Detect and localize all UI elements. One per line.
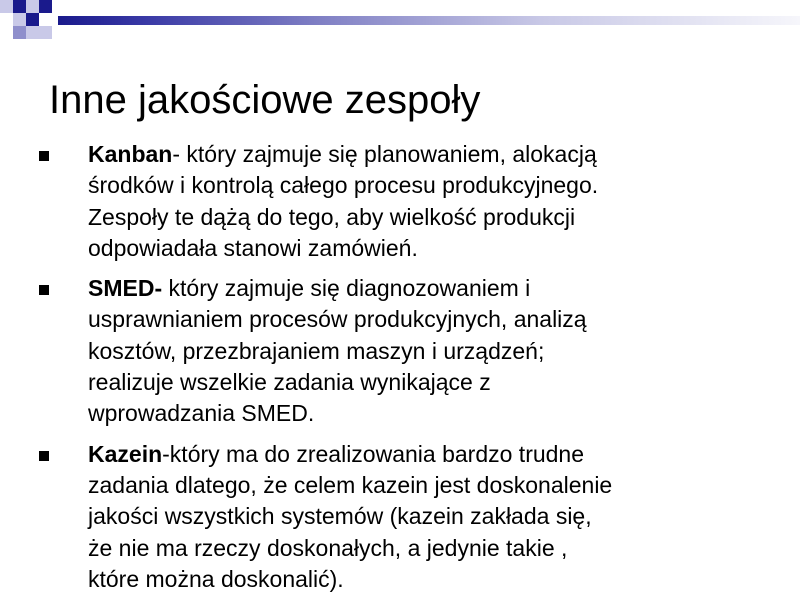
decorative-square bbox=[39, 26, 52, 39]
bullet-line: usprawnianiem procesów produkcyjnych, analizą bbox=[88, 306, 587, 333]
decorative-square bbox=[13, 13, 26, 26]
bullet-list bbox=[36, 139, 766, 600]
bullet-item-kanban bbox=[36, 139, 766, 264]
bullet-line: środków i kontrolą całego procesu produkcyjnego. bbox=[88, 172, 599, 199]
bullet-item-kazein bbox=[36, 439, 766, 595]
decorative-square bbox=[0, 0, 13, 13]
bullet-term: Kanban bbox=[88, 141, 173, 167]
bullet-line: wprowadzania SMED. bbox=[88, 400, 315, 427]
bullet-line: jakości wszystkich systemów (kazein zakłada się, bbox=[88, 503, 592, 530]
bullet-item-smed bbox=[36, 273, 766, 429]
slide-title: Inne jakościowe zespoły bbox=[49, 78, 481, 122]
bullet-text: -który ma do zrealizowania bardzo trudne bbox=[162, 440, 585, 467]
bullet-term: SMED- bbox=[88, 275, 163, 302]
decorative-square bbox=[26, 26, 39, 39]
decorative-square bbox=[26, 13, 39, 26]
bullet-text: - który zajmuje się planowaniem, alokacją bbox=[172, 141, 597, 167]
bullet-text: który zajmuje się diagnozowaniem i bbox=[162, 275, 531, 302]
decorative-square bbox=[13, 26, 26, 39]
bullet-line: kosztów, przezbrajaniem maszyn i urządzeń; bbox=[88, 337, 545, 364]
bullet-line: Zespoły te dążą do tego, aby wielkość produkcji bbox=[88, 203, 576, 230]
bullet-term: Kazein bbox=[88, 440, 163, 467]
bullet-line: że nie ma rzeczy doskonałych, a jedynie takie , bbox=[88, 534, 568, 561]
square-bullet-icon bbox=[39, 451, 49, 461]
decorative-header bbox=[0, 0, 800, 52]
bullet-line: realizuje wszelkie zadania wynikające z bbox=[88, 369, 491, 396]
bullet-line: które można doskonalić). bbox=[88, 565, 344, 592]
bullet-line bbox=[88, 139, 766, 170]
bullet-line bbox=[88, 273, 766, 304]
decorative-square bbox=[39, 0, 52, 13]
bullet-line: zadania dlatego, że celem kazein jest doskonalenie bbox=[88, 471, 613, 498]
bullet-line: odpowiadała stanowi zamówień. bbox=[88, 234, 418, 261]
header-gradient-bar bbox=[58, 16, 800, 25]
bullet-line bbox=[88, 439, 766, 470]
decorative-square bbox=[13, 0, 26, 13]
square-bullet-icon bbox=[39, 151, 49, 161]
square-bullet-icon bbox=[39, 285, 49, 295]
decorative-square bbox=[26, 0, 39, 13]
